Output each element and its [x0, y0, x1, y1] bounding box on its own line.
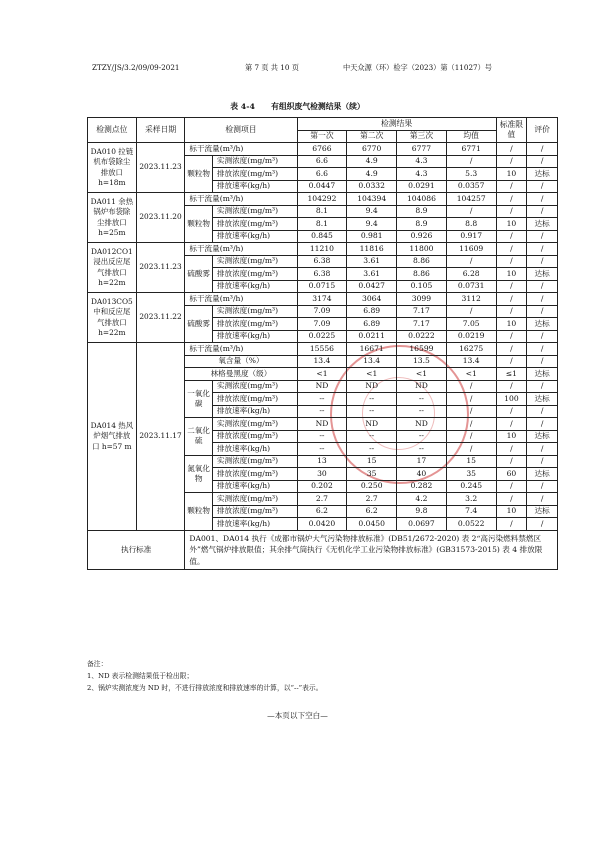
note-2: 2、锅炉实测浓度为 ND 时，不进行排放浓度和排放速率的计算，以“--”表示。	[87, 684, 323, 692]
value-third: 11800	[397, 243, 447, 256]
value-avg: 7.05	[446, 318, 496, 331]
item-cell: 排放浓度(mg/m³)	[212, 393, 297, 406]
point-cell: DA013CO5 中和反应尾气排放口 h=22m	[88, 293, 137, 343]
value-avg: 6771	[446, 143, 496, 156]
value-avg: 13.4	[446, 355, 496, 368]
value-second: ND	[347, 418, 397, 431]
value-first: 7.09	[297, 305, 347, 318]
value-eval: /	[527, 243, 558, 256]
value-first: 0.0225	[297, 330, 347, 343]
value-eval: /	[527, 480, 558, 493]
value-first: 13	[297, 455, 347, 468]
item-cell: 标干流量(m³/h)	[185, 193, 297, 206]
value-first: 0.0420	[297, 518, 347, 531]
value-first: 0.0715	[297, 280, 347, 293]
value-limit: /	[496, 305, 527, 318]
value-eval: /	[527, 180, 558, 193]
value-second: 6.89	[347, 305, 397, 318]
value-first: 8.1	[297, 205, 347, 218]
value-first: 8.1	[297, 218, 347, 231]
value-second: 9.4	[347, 205, 397, 218]
table-row	[88, 243, 558, 256]
value-first: 0.845	[297, 230, 347, 243]
value-avg: 0.917	[446, 230, 496, 243]
value-avg: /	[446, 405, 496, 418]
value-eval: /	[527, 355, 558, 368]
document-number: ZTZY/JS/3.2/09/09-2021	[92, 63, 180, 72]
value-second: --	[347, 405, 397, 418]
value-eval: /	[527, 380, 558, 393]
value-second: --	[347, 443, 397, 456]
value-eval: /	[527, 493, 558, 506]
value-second: 0.0427	[347, 280, 397, 293]
value-limit: 10	[496, 168, 527, 181]
value-first: 6.38	[297, 255, 347, 268]
value-eval: /	[527, 455, 558, 468]
value-eval: 达标	[527, 368, 558, 381]
value-first: --	[297, 443, 347, 456]
value-eval: /	[527, 155, 558, 168]
header-avg: 均值	[446, 130, 496, 143]
value-second: 11816	[347, 243, 397, 256]
value-eval: 达标	[527, 505, 558, 518]
page-end-note: —本页以下空白—	[267, 711, 328, 720]
standard-row	[88, 530, 558, 570]
item-cell: 排放浓度(mg/m³)	[212, 430, 297, 443]
value-limit: /	[496, 280, 527, 293]
value-third: --	[397, 430, 447, 443]
value-third: 8.86	[397, 255, 447, 268]
header-third: 第三次	[397, 130, 447, 143]
pollutant-cell: 颗粒物	[185, 205, 213, 243]
value-first: --	[297, 430, 347, 443]
value-avg: 5.3	[446, 168, 496, 181]
value-second: 13.4	[347, 355, 397, 368]
value-limit: ≤1	[496, 368, 527, 381]
value-third: 4.3	[397, 168, 447, 181]
value-second: 0.0332	[347, 180, 397, 193]
item-cell: 排放浓度(mg/m³)	[212, 218, 297, 231]
value-third: 3099	[397, 293, 447, 306]
point-cell: DA010 拉链机布袋除尘排放口 h=18m	[88, 143, 137, 193]
value-limit: /	[496, 493, 527, 506]
value-first: 104292	[297, 193, 347, 206]
value-first: 0.0447	[297, 180, 347, 193]
header-second: 第二次	[347, 130, 397, 143]
item-cell: 排放速率(kg/h)	[212, 330, 297, 343]
value-first: 30	[297, 468, 347, 481]
value-eval: /	[527, 280, 558, 293]
date-cell: 2023.11.22	[136, 293, 185, 343]
table-title: 表 4-4 有组织废气检测结果（续）	[230, 102, 365, 111]
value-first: 7.09	[297, 318, 347, 331]
pollutant-cell: 氮氧化物	[185, 455, 213, 493]
value-avg: 7.4	[446, 505, 496, 518]
date-cell: 2023.11.17	[136, 343, 185, 531]
table-row	[88, 293, 558, 306]
value-avg: 11609	[446, 243, 496, 256]
value-limit: /	[496, 443, 527, 456]
item-cell: 林格曼黑度（级）	[185, 368, 297, 381]
value-avg: 0.0522	[446, 518, 496, 531]
pollutant-cell: 硫酸雾	[185, 255, 213, 293]
item-cell: 实测浓度(mg/m³)	[212, 418, 297, 431]
value-first: ND	[297, 380, 347, 393]
item-cell: 排放速率(kg/h)	[212, 180, 297, 193]
value-avg: 35	[446, 468, 496, 481]
value-third: 0.0291	[397, 180, 447, 193]
value-avg: /	[446, 430, 496, 443]
value-avg: /	[446, 418, 496, 431]
value-limit: 10	[496, 268, 527, 281]
value-third: <1	[397, 368, 447, 381]
report-number: 中天众源（环）检字（2023）第（11027）号	[343, 63, 492, 72]
value-avg: 0.0219	[446, 330, 496, 343]
value-avg: /	[446, 305, 496, 318]
value-third: 4.2	[397, 493, 447, 506]
value-third: 8.86	[397, 268, 447, 281]
value-second: 6.2	[347, 505, 397, 518]
value-second: --	[347, 393, 397, 406]
value-limit: 10	[496, 318, 527, 331]
notes-title: 备注：	[87, 660, 108, 668]
value-eval: /	[527, 305, 558, 318]
value-first: 2.7	[297, 493, 347, 506]
item-cell: 排放速率(kg/h)	[212, 518, 297, 531]
value-third: 7.17	[397, 318, 447, 331]
value-eval: /	[527, 143, 558, 156]
point-cell: DA014 热风炉烟气排放口 h=57 m	[88, 343, 137, 531]
header-eval: 评价	[527, 118, 558, 143]
value-first: 3174	[297, 293, 347, 306]
value-avg: <1	[446, 368, 496, 381]
value-eval: /	[527, 230, 558, 243]
item-cell: 排放速率(kg/h)	[212, 280, 297, 293]
value-second: 4.9	[347, 168, 397, 181]
value-second: 0.0450	[347, 518, 397, 531]
pollutant-cell: 颗粒物	[185, 155, 213, 193]
value-second: 35	[347, 468, 397, 481]
value-eval: /	[527, 193, 558, 206]
value-avg: 15	[446, 455, 496, 468]
table-row	[88, 193, 558, 206]
value-third: 6777	[397, 143, 447, 156]
value-limit: /	[496, 518, 527, 531]
value-eval: /	[527, 443, 558, 456]
item-cell: 排放浓度(mg/m³)	[212, 505, 297, 518]
value-eval: 达标	[527, 468, 558, 481]
header-point: 检测点位	[88, 118, 137, 143]
value-second: 4.9	[347, 155, 397, 168]
item-cell: 标干流量(m³/h)	[185, 293, 297, 306]
header-item: 检测项目	[185, 118, 297, 143]
value-limit: /	[496, 418, 527, 431]
value-limit: /	[496, 255, 527, 268]
table-row	[88, 343, 558, 356]
value-limit: /	[496, 230, 527, 243]
header-results: 检测结果	[297, 118, 496, 131]
point-cell: DA011 余热锅炉布袋除尘排放口 h=25m	[88, 193, 137, 243]
value-third: 0.105	[397, 280, 447, 293]
pollutant-cell: 一氧化碳	[185, 380, 213, 418]
item-cell: 实测浓度(mg/m³)	[212, 380, 297, 393]
value-first: 6766	[297, 143, 347, 156]
value-limit: 10	[496, 218, 527, 231]
value-second: 15	[347, 455, 397, 468]
item-cell: 排放速率(kg/h)	[212, 480, 297, 493]
value-limit: /	[496, 380, 527, 393]
value-limit: /	[496, 155, 527, 168]
value-eval: /	[527, 418, 558, 431]
value-second: 6770	[347, 143, 397, 156]
value-eval: 达标	[527, 168, 558, 181]
value-limit: 100	[496, 393, 527, 406]
value-third: 0.926	[397, 230, 447, 243]
value-limit: /	[496, 193, 527, 206]
value-avg: 0.245	[446, 480, 496, 493]
value-first: 6.38	[297, 268, 347, 281]
standard-text: DA001、DA014 执行《成都市锅炉大气污染物排放标准》(DB51/2672-2020) 表 2“高污染燃料禁燃区外”燃气锅炉排放限值；其余排气筒执行《无机化学工业污染物排放标准》(GB31573-2015) 表 4 排放限值。	[185, 530, 558, 570]
value-limit: /	[496, 205, 527, 218]
pollutant-cell: 颗粒物	[185, 493, 213, 531]
value-limit: /	[496, 293, 527, 306]
value-limit: /	[496, 243, 527, 256]
item-cell: 实测浓度(mg/m³)	[212, 255, 297, 268]
item-cell: 实测浓度(mg/m³)	[212, 305, 297, 318]
date-cell: 2023.11.23	[136, 143, 185, 193]
value-eval: /	[527, 293, 558, 306]
value-eval: 达标	[527, 430, 558, 443]
value-second: 0.0211	[347, 330, 397, 343]
value-second: 3.61	[347, 255, 397, 268]
value-eval: /	[527, 343, 558, 356]
value-avg: /	[446, 205, 496, 218]
value-first: ND	[297, 418, 347, 431]
value-limit: 60	[496, 468, 527, 481]
standard-label: 执行标准	[88, 530, 185, 570]
item-cell: 排放浓度(mg/m³)	[212, 318, 297, 331]
item-cell: 排放浓度(mg/m³)	[212, 168, 297, 181]
value-avg: /	[446, 380, 496, 393]
value-eval: 达标	[527, 218, 558, 231]
item-cell: 排放浓度(mg/m³)	[212, 268, 297, 281]
value-first: <1	[297, 368, 347, 381]
item-cell: 排放浓度(mg/m³)	[212, 468, 297, 481]
value-first: 13.4	[297, 355, 347, 368]
value-avg: 8.8	[446, 218, 496, 231]
value-limit: /	[496, 343, 527, 356]
date-cell: 2023.11.20	[136, 193, 185, 243]
item-cell: 实测浓度(mg/m³)	[212, 155, 297, 168]
value-third: ND	[397, 380, 447, 393]
header-limit: 标准限值	[496, 118, 527, 143]
value-avg: /	[446, 393, 496, 406]
value-avg: 0.0357	[446, 180, 496, 193]
pollutant-cell: 二氧化硫	[185, 418, 213, 456]
table-row	[88, 143, 558, 156]
value-avg: /	[446, 155, 496, 168]
value-avg: 104257	[446, 193, 496, 206]
note-1: 1、ND 表示检测结果低于检出限；	[87, 672, 194, 680]
value-first: 15556	[297, 343, 347, 356]
value-third: 7.17	[397, 305, 447, 318]
date-cell: 2023.11.23	[136, 243, 185, 293]
value-second: <1	[347, 368, 397, 381]
value-avg: 0.0731	[446, 280, 496, 293]
header-first: 第一次	[297, 130, 347, 143]
value-second: 3064	[347, 293, 397, 306]
value-third: 4.3	[397, 155, 447, 168]
value-first: 6.2	[297, 505, 347, 518]
point-cell: DA012CO1 浸出反应尾气排放口 h=22m	[88, 243, 137, 293]
value-eval: /	[527, 330, 558, 343]
item-cell: 氧含量（%）	[185, 355, 297, 368]
value-limit: /	[496, 405, 527, 418]
value-third: 9.8	[397, 505, 447, 518]
value-third: --	[397, 393, 447, 406]
value-second: 6.89	[347, 318, 397, 331]
value-eval: 达标	[527, 318, 558, 331]
value-second: 2.7	[347, 493, 397, 506]
value-third: 104086	[397, 193, 447, 206]
value-third: 17	[397, 455, 447, 468]
value-avg: 3112	[446, 293, 496, 306]
value-third: 0.282	[397, 480, 447, 493]
value-first: 11210	[297, 243, 347, 256]
value-second: 104394	[347, 193, 397, 206]
item-cell: 排放速率(kg/h)	[212, 405, 297, 418]
item-cell: 实测浓度(mg/m³)	[212, 493, 297, 506]
value-limit: /	[496, 330, 527, 343]
value-eval: /	[527, 255, 558, 268]
value-limit: 10	[496, 505, 527, 518]
value-second: 0.981	[347, 230, 397, 243]
value-third: ND	[397, 418, 447, 431]
page-number: 第 7 页 共 10 页	[245, 63, 299, 72]
value-first: 0.202	[297, 480, 347, 493]
value-third: 0.0697	[397, 518, 447, 531]
value-second: ND	[347, 380, 397, 393]
value-third: --	[397, 443, 447, 456]
value-eval: 达标	[527, 268, 558, 281]
value-avg: 3.2	[446, 493, 496, 506]
value-third: 8.9	[397, 218, 447, 231]
value-eval: /	[527, 518, 558, 531]
value-first: --	[297, 393, 347, 406]
value-eval: /	[527, 205, 558, 218]
value-limit: /	[496, 480, 527, 493]
value-avg: /	[446, 443, 496, 456]
value-avg: /	[446, 255, 496, 268]
item-cell: 排放速率(kg/h)	[212, 443, 297, 456]
pollutant-cell: 硫酸雾	[185, 305, 213, 343]
item-cell: 实测浓度(mg/m³)	[212, 205, 297, 218]
value-third: 8.9	[397, 205, 447, 218]
value-second: --	[347, 430, 397, 443]
value-third: --	[397, 405, 447, 418]
item-cell: 标干流量(m³/h)	[185, 243, 297, 256]
table-header-row	[88, 118, 558, 131]
item-cell: 标干流量(m³/h)	[185, 143, 297, 156]
value-limit: /	[496, 455, 527, 468]
item-cell: 实测浓度(mg/m³)	[212, 455, 297, 468]
header-date: 采样日期	[136, 118, 185, 143]
value-limit: /	[496, 143, 527, 156]
value-eval: /	[527, 405, 558, 418]
value-third: 40	[397, 468, 447, 481]
value-limit: 10	[496, 430, 527, 443]
value-first: 6.6	[297, 155, 347, 168]
results-table	[87, 117, 558, 570]
value-second: 16671	[347, 343, 397, 356]
value-avg: 16275	[446, 343, 496, 356]
value-first: --	[297, 405, 347, 418]
value-limit: /	[496, 355, 527, 368]
item-cell: 排放速率(kg/h)	[212, 230, 297, 243]
value-third: 16599	[397, 343, 447, 356]
value-second: 0.250	[347, 480, 397, 493]
value-eval: 达标	[527, 393, 558, 406]
item-cell: 标干流量(m³/h)	[185, 343, 297, 356]
value-second: 3.61	[347, 268, 397, 281]
value-second: 9.4	[347, 218, 397, 231]
notes	[87, 658, 323, 694]
value-third: 0.0222	[397, 330, 447, 343]
value-avg: 6.28	[446, 268, 496, 281]
value-third: 13.5	[397, 355, 447, 368]
value-first: 6.6	[297, 168, 347, 181]
value-limit: /	[496, 180, 527, 193]
